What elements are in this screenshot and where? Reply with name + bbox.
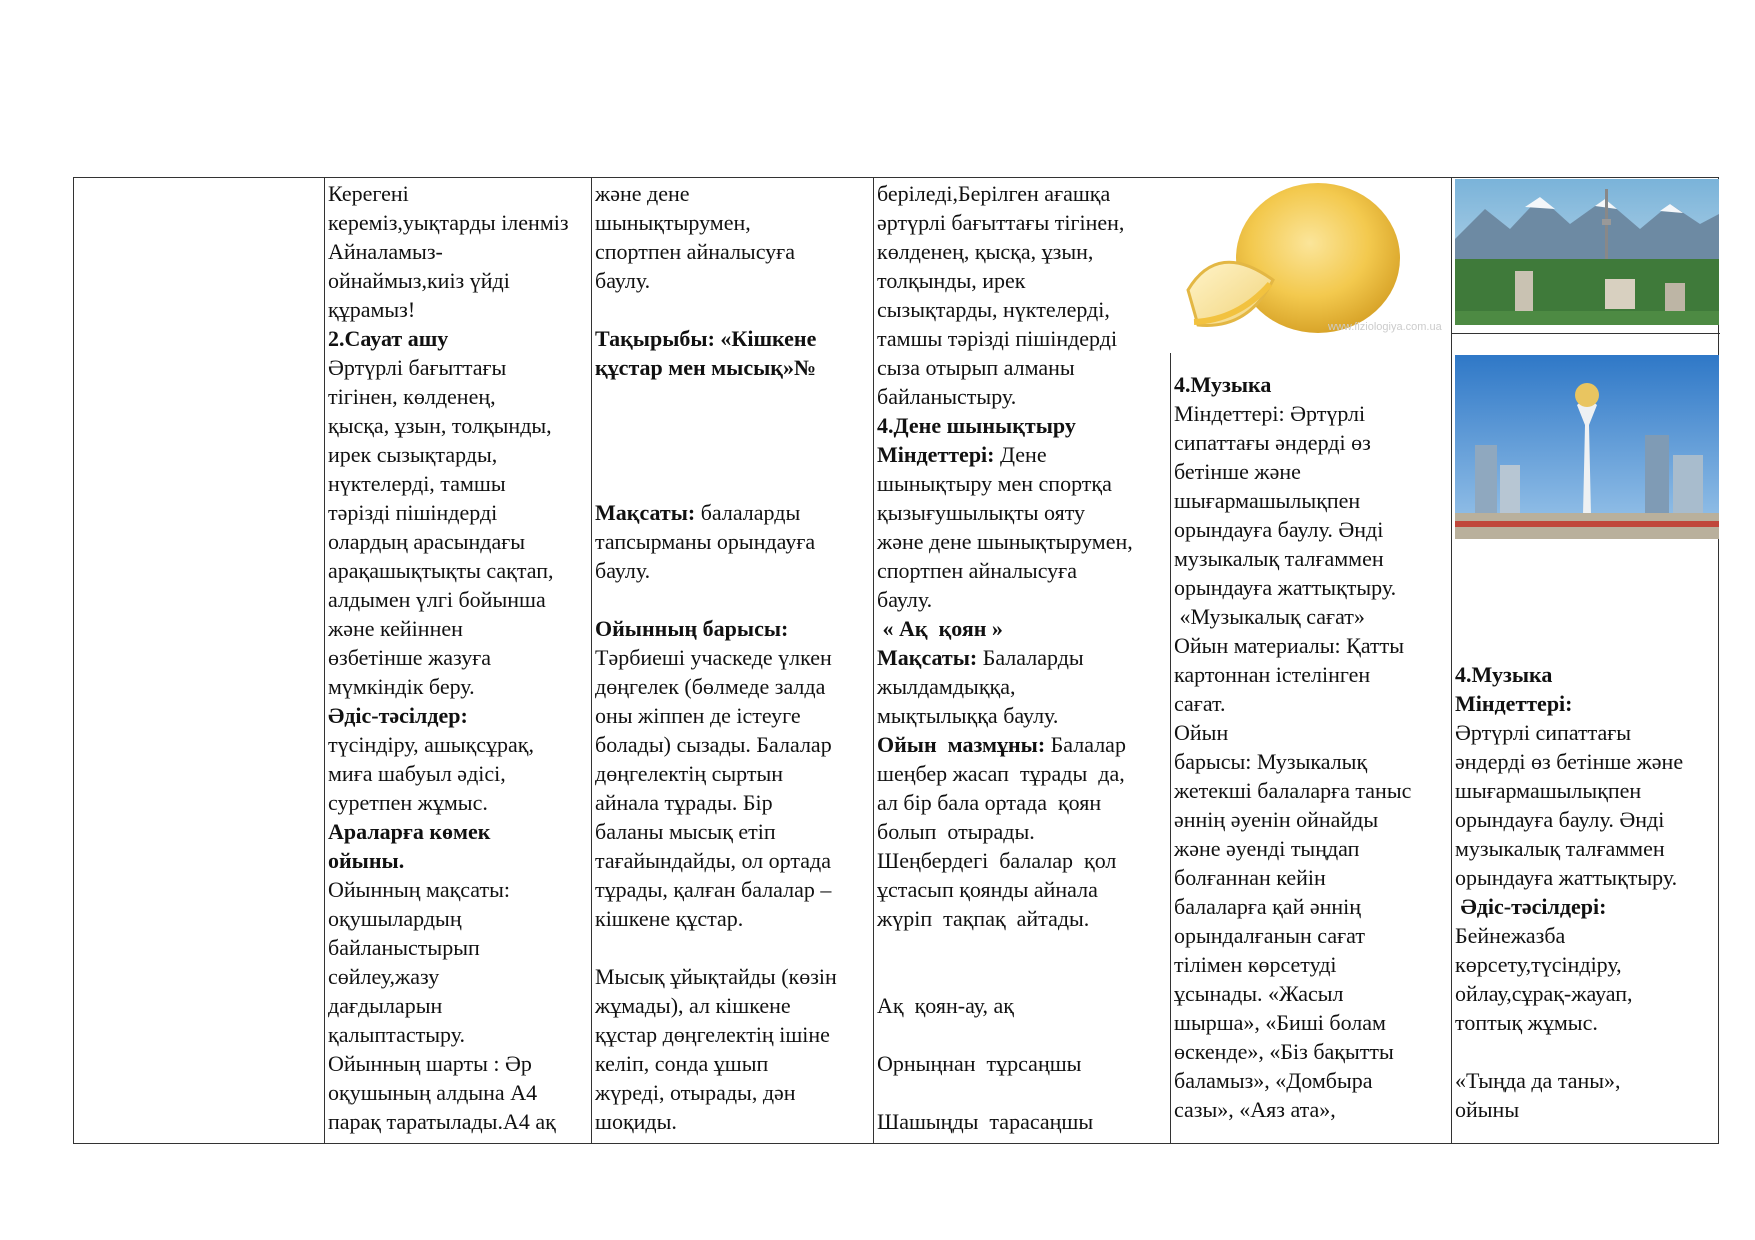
text-line bbox=[1455, 1037, 1719, 1066]
bold-label: Мақсаты: bbox=[595, 500, 696, 525]
svg-text:www.fiziologiya.com.ua: www.fiziologiya.com.ua bbox=[1328, 321, 1442, 333]
text-line: ұсынады. «Жасыл bbox=[1174, 981, 1344, 1006]
text-line: баулу. bbox=[877, 587, 933, 612]
text-line: тәрізді пішіндерді bbox=[328, 500, 498, 525]
text-line: Міндеттері: Әртүрлі bbox=[1174, 401, 1366, 426]
text-line bbox=[877, 440, 1169, 469]
text-line: шынықтыру мен спортқа bbox=[877, 471, 1112, 496]
text-line: сызықтарды, нүктелерді, bbox=[877, 297, 1110, 322]
text-line: бетінше және bbox=[1174, 459, 1301, 484]
text-line: орындауға жаттықтыру. bbox=[1455, 865, 1678, 890]
text-line: сипаттағы әндерді өз bbox=[1174, 430, 1371, 455]
text-line: спортпен айналысуға bbox=[595, 239, 795, 264]
text-line: тігінен, көлденең, bbox=[328, 384, 496, 409]
text-line: шығармашылықпен bbox=[1455, 778, 1642, 803]
text-line: «Музыкалық сағат» bbox=[1174, 604, 1365, 629]
label-text: Дене bbox=[994, 442, 1047, 467]
text-line: қалыптастыру. bbox=[328, 1022, 465, 1047]
text-line: келіп, сонда ұшып bbox=[595, 1051, 769, 1076]
text-line: баулу. bbox=[595, 558, 651, 583]
text-line bbox=[595, 295, 871, 324]
text-line: Ойын материалы: Қатты bbox=[1174, 633, 1405, 658]
text-line: нүктелерді, тамшы bbox=[328, 471, 506, 496]
text-line: Ойынның барысы: bbox=[595, 616, 789, 641]
text-line: мықтылыққа баулу. bbox=[877, 703, 1059, 728]
text-line: көлденең, қысқа, ұзын, bbox=[877, 239, 1094, 264]
text-line: жетекші балаларға таныс bbox=[1174, 778, 1412, 803]
text-line: байланыстырып bbox=[328, 935, 480, 960]
text-line: сөйлеу,жазу bbox=[328, 964, 440, 989]
text-line: Әртүрлі бағыттағы bbox=[328, 355, 507, 380]
text-line: кішкене құстар. bbox=[595, 906, 744, 931]
text-line: әннің әуенін ойнайды bbox=[1174, 807, 1379, 832]
text-line: дөңгелектің сыртын bbox=[595, 761, 784, 786]
cell-literacy bbox=[328, 179, 590, 1136]
text-line bbox=[595, 440, 871, 469]
text-line: ойнаймыз,киіз үйді bbox=[328, 268, 510, 293]
text-line: және кейіннен bbox=[328, 616, 463, 641]
text-line: қызығушылықты ояту bbox=[877, 500, 1086, 525]
text-line: орындауға жаттықтыру. bbox=[1174, 575, 1397, 600]
text-line bbox=[595, 469, 871, 498]
text-line bbox=[595, 933, 871, 962]
text-line: « Ақ қоян » bbox=[877, 616, 1003, 641]
text-line: Шашыңды тарасаңшы bbox=[877, 1109, 1094, 1134]
text-line: музыкалық талғаммен bbox=[1174, 546, 1384, 571]
text-line: әндерді өз бетінше және bbox=[1455, 749, 1684, 774]
text-line: болады) сызады. Балалар bbox=[595, 732, 832, 757]
melon-photo bbox=[1178, 180, 1442, 350]
cell-game-birds-cat bbox=[595, 179, 871, 1136]
text-line bbox=[877, 1020, 1169, 1049]
text-line: барысы: Музыкалық bbox=[1174, 749, 1368, 774]
text-line: өзбетінше жазуға bbox=[328, 645, 492, 670]
text-line: Шеңбердегі балалар қол bbox=[877, 848, 1117, 873]
baiterek-tower-icon bbox=[1455, 355, 1719, 539]
text-line: Тақырыбы: «Кішкене bbox=[595, 326, 817, 351]
text-line: миға шабуыл әдісі, bbox=[328, 761, 506, 786]
almaty-city-photo bbox=[1455, 179, 1719, 325]
text-line: толқынды, ирек bbox=[877, 268, 1026, 293]
label-text: балаларды bbox=[695, 500, 801, 525]
text-line: 4.Музыка bbox=[1455, 662, 1553, 687]
text-line: шынықтырумен, bbox=[595, 210, 751, 235]
text-line: болып отырады. bbox=[877, 819, 1035, 844]
text-line: парақ таратылады.А4 ақ bbox=[328, 1109, 556, 1134]
text-line: құстар мен мысық»№ bbox=[595, 355, 817, 380]
cell-music-1 bbox=[1174, 370, 1450, 1124]
text-line: тағайындайды, ол ортада bbox=[595, 848, 831, 873]
text-line bbox=[877, 1078, 1169, 1107]
text-line bbox=[595, 498, 871, 527]
text-line: кереміз,уықтарды іленміз bbox=[328, 210, 569, 235]
text-line: ойлау,сұрақ-жауап, bbox=[1455, 981, 1633, 1006]
text-line: және әуенді тыңдап bbox=[1174, 836, 1360, 861]
text-line: шырша», «Биші болам bbox=[1174, 1010, 1386, 1035]
text-line: түсіндіру, ашықсұрақ, bbox=[328, 732, 534, 757]
bold-label: Ойын мазмұны: bbox=[877, 732, 1046, 757]
text-line: байланыстыру. bbox=[877, 384, 1017, 409]
text-line: ойыны. bbox=[328, 848, 405, 873]
text-line: 4.Музыка bbox=[1174, 372, 1272, 397]
text-line: баулу. bbox=[595, 268, 651, 293]
text-line: болғаннан кейін bbox=[1174, 865, 1326, 890]
melon-icon bbox=[1178, 180, 1442, 350]
text-line: алдымен үлгі бойынша bbox=[328, 587, 546, 612]
text-line bbox=[877, 933, 1169, 962]
text-line: орындауға баулу. Әнді bbox=[1174, 517, 1384, 542]
label-text: Балаларды bbox=[977, 645, 1084, 670]
text-line: дөңгелек (бөлмеде залда bbox=[595, 674, 826, 699]
text-line: 2.Сауат ашу bbox=[328, 326, 449, 351]
text-line: тілімен көрсетуді bbox=[1174, 952, 1337, 977]
text-line: суретпен жұмыс. bbox=[328, 790, 488, 815]
bold-label: Міндеттері: bbox=[877, 442, 995, 467]
text-line: сыза отырып алманы bbox=[877, 355, 1075, 380]
text-line: музыкалық талғаммен bbox=[1455, 836, 1665, 861]
column-divider bbox=[873, 178, 874, 1143]
cell-music-2 bbox=[1455, 660, 1719, 1124]
text-line: Орныңнан тұрсаңшы bbox=[877, 1051, 1082, 1076]
text-line: Араларға көмек bbox=[328, 819, 491, 844]
text-line: Әртүрлі сипаттағы bbox=[1455, 720, 1632, 745]
text-line: ойыны bbox=[1455, 1097, 1520, 1122]
cell-physical-education bbox=[877, 179, 1169, 1136]
text-line: олардың арасындағы bbox=[328, 529, 526, 554]
text-line: Ойынның мақсаты: bbox=[328, 877, 511, 902]
text-line: ирек сызықтарды, bbox=[328, 442, 498, 467]
text-line: шоқиды. bbox=[595, 1109, 677, 1134]
text-line: Әдіс-тәсілдері: bbox=[1455, 894, 1607, 919]
text-line bbox=[877, 962, 1169, 991]
column-divider bbox=[591, 178, 592, 1143]
text-line: Мысық ұйықтайды (көзін bbox=[595, 964, 837, 989]
text-line: Әдіс-тәсілдер: bbox=[328, 703, 468, 728]
text-line bbox=[877, 643, 1169, 672]
text-line: сағат. bbox=[1174, 691, 1226, 716]
text-line: Ойын bbox=[1174, 720, 1229, 745]
bold-label: Мақсаты: bbox=[877, 645, 978, 670]
text-line: дағдыларын bbox=[328, 993, 443, 1018]
city-mountains-icon bbox=[1455, 179, 1719, 325]
text-line: оны жіппен де істеуге bbox=[595, 703, 801, 728]
text-line: орындауға баулу. Әнді bbox=[1455, 807, 1665, 832]
text-line: Керегені bbox=[328, 181, 409, 206]
text-line: және дене шынықтырумен, bbox=[877, 529, 1133, 554]
image-divider bbox=[1452, 333, 1720, 334]
column-divider bbox=[324, 178, 325, 1143]
text-line: 4.Дене шынықтыру bbox=[877, 413, 1076, 438]
text-line: құрамыз! bbox=[328, 297, 416, 322]
text-line: Міндеттері: bbox=[1455, 691, 1573, 716]
text-line: қысқа, ұзын, толқынды, bbox=[328, 413, 552, 438]
text-line: Ақ қоян-ау, ақ bbox=[877, 993, 1014, 1018]
text-line: жұмады), ал кішкене bbox=[595, 993, 791, 1018]
text-line: «Тыңда да таны», bbox=[1455, 1068, 1621, 1093]
text-line: тамшы тәрізді пішіндерді bbox=[877, 326, 1118, 351]
text-line: жүріп тақпақ айтады. bbox=[877, 906, 1090, 931]
text-line: орындалғанын сағат bbox=[1174, 923, 1365, 948]
text-line: беріледі,Берілген ағашқа bbox=[877, 181, 1111, 206]
text-line: оқушылардың bbox=[328, 906, 462, 931]
column-divider bbox=[1170, 353, 1171, 1143]
text-line: ал бір бала ортада қоян bbox=[877, 790, 1102, 815]
text-line: шеңбер жасап тұрады да, bbox=[877, 761, 1125, 786]
text-line: оқушының алдына А4 bbox=[328, 1080, 538, 1105]
text-line: балаларға қай әннің bbox=[1174, 894, 1362, 919]
text-line: әртүрлі бағыттағы тігінен, bbox=[877, 210, 1125, 235]
text-line: көрсету,түсіндіру, bbox=[1455, 952, 1622, 977]
text-line: айнала тұрады. Бір bbox=[595, 790, 773, 815]
text-line: Бейнежазба bbox=[1455, 923, 1566, 948]
text-line: арақашықтықты сақтап, bbox=[328, 558, 554, 583]
text-line: спортпен айналысуға bbox=[877, 558, 1077, 583]
text-line: жүреді, отырады, дән bbox=[595, 1080, 796, 1105]
text-line: өскенде», «Біз бақытты bbox=[1174, 1039, 1394, 1064]
text-line bbox=[595, 411, 871, 440]
text-line: картоннан істелінген bbox=[1174, 662, 1371, 687]
lesson-plan-table bbox=[73, 177, 1719, 1144]
astana-baiterek-photo bbox=[1455, 355, 1719, 539]
text-line: құстар дөңгелектің ішіне bbox=[595, 1022, 830, 1047]
label-text: Балалар bbox=[1045, 732, 1126, 757]
text-line: Айналамыз- bbox=[328, 239, 443, 264]
text-line: Ойынның шарты : Әр bbox=[328, 1051, 532, 1076]
text-line: Тәрбиеші учаскеде үлкен bbox=[595, 645, 832, 670]
text-line bbox=[595, 382, 871, 411]
text-line: және дене bbox=[595, 181, 690, 206]
text-line: тапсырманы орындауға bbox=[595, 529, 816, 554]
text-line: тұрады, қалған балалар – bbox=[595, 877, 832, 902]
column-divider bbox=[1451, 178, 1452, 1143]
text-line: жылдамдыққа, bbox=[877, 674, 1016, 699]
text-line: баламыз», «Домбыра bbox=[1174, 1068, 1373, 1093]
text-line: шығармашылықпен bbox=[1174, 488, 1361, 513]
text-line: мүмкіндік беру. bbox=[328, 674, 475, 699]
text-line: сазы», «Аяз ата», bbox=[1174, 1097, 1336, 1122]
text-line: баланы мысық етіп bbox=[595, 819, 776, 844]
text-line bbox=[595, 585, 871, 614]
text-line bbox=[877, 730, 1169, 759]
text-line: топтық жұмыс. bbox=[1455, 1010, 1598, 1035]
text-line: ұстасып қоянды айнала bbox=[877, 877, 1098, 902]
